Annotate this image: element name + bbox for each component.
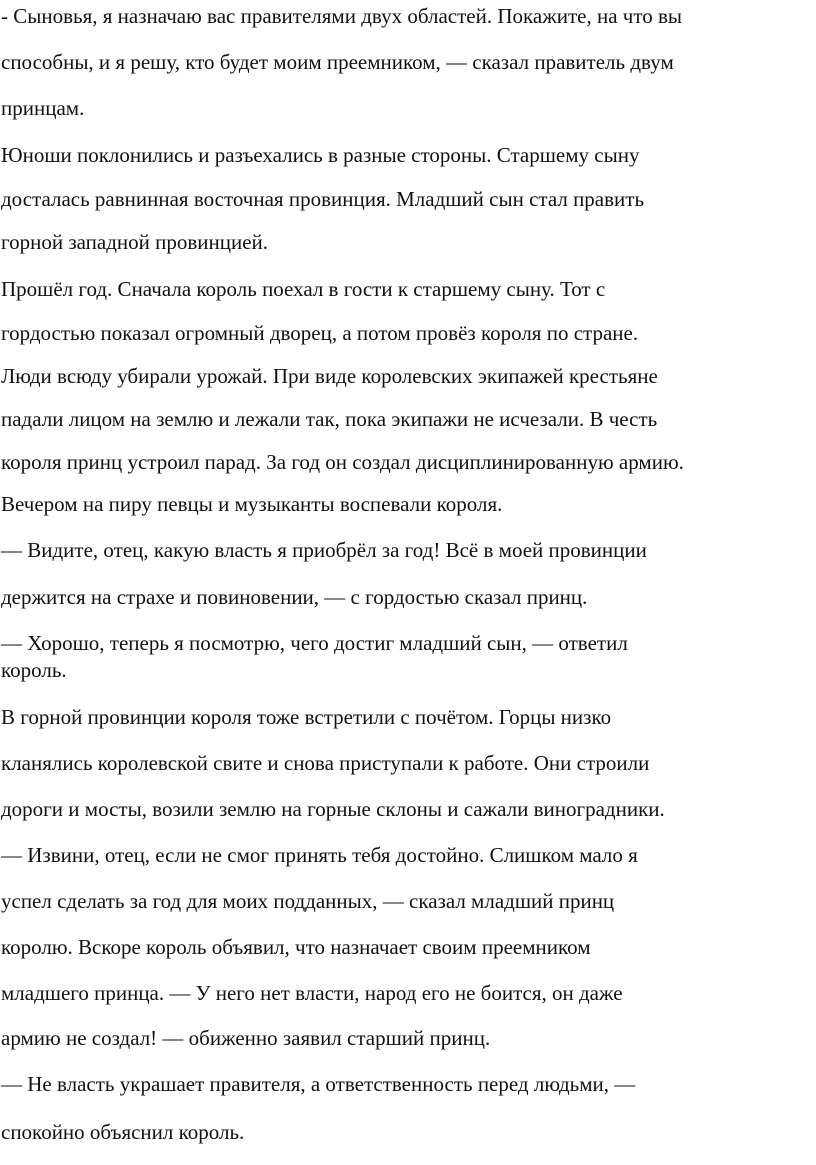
text-line: принцам. <box>1 96 85 120</box>
text-line: младшего принца. — У него нет власти, народ его не боится, он даже <box>1 981 623 1005</box>
text-line: падали лицом на землю и лежали так, пока экипажи не исчезали. В честь <box>1 407 658 431</box>
text-line: способны, и я решу, кто будет моим преемником, — сказал правитель двум <box>1 50 674 74</box>
text-line: держится на страхе и повиновении, — с гордостью сказал принц. <box>1 585 588 609</box>
text-line: Вечером на пиру певцы и музыканты воспевали короля. <box>1 492 503 516</box>
text-line: король. <box>1 658 67 682</box>
text-line: Прошёл год. Сначала король поехал в гости к старшему сыну. Тот с <box>1 277 606 301</box>
text-line: — Хорошо, теперь я посмотрю, чего достиг младший сын, — ответил <box>1 631 628 655</box>
text-line: гордостью показал огромный дворец, а потом провёз короля по стране. <box>1 321 639 345</box>
text-line: В горной провинции короля тоже встретили с почётом. Горцы низко <box>1 705 612 729</box>
text-line: кланялись королевской свите и снова приступали к работе. Они строили <box>1 751 650 775</box>
text-line: дороги и мосты, возили землю на горные склоны и сажали виноградники. <box>1 797 665 821</box>
text-line: Юноши поклонились и разъехались в разные стороны. Старшему сыну <box>1 143 640 167</box>
text-line: досталась равнинная восточная провинция. Младший сын стал править <box>1 187 645 211</box>
text-line: горной западной провинцией. <box>1 230 269 254</box>
text-line: армию не создал! — обиженно заявил старший принц. <box>1 1026 491 1050</box>
text-line: успел сделать за год для моих подданных, — сказал младший принц <box>1 889 615 913</box>
text-line: спокойно объяснил король. <box>1 1120 245 1144</box>
text-line: короля принц устроил парад. За год он создал дисциплинированную армию. <box>1 450 684 474</box>
text-line: - Сыновья, я назначаю вас правителями двух областей. Покажите, на что вы <box>1 4 683 28</box>
text-line: — Видите, отец, какую власть я приобрёл за год! Всё в моей провинции <box>1 538 647 562</box>
text-line: королю. Вскоре король объявил, что назначает своим преемником <box>1 935 591 959</box>
text-line: — Не власть украшает правителя, а ответственность перед людьми, — <box>1 1072 636 1096</box>
text-line: — Извини, отец, если не смог принять тебя достойно. Слишком мало я <box>1 843 638 867</box>
text-line: Люди всюду убирали урожай. При виде королевских экипажей крестьяне <box>1 364 658 388</box>
